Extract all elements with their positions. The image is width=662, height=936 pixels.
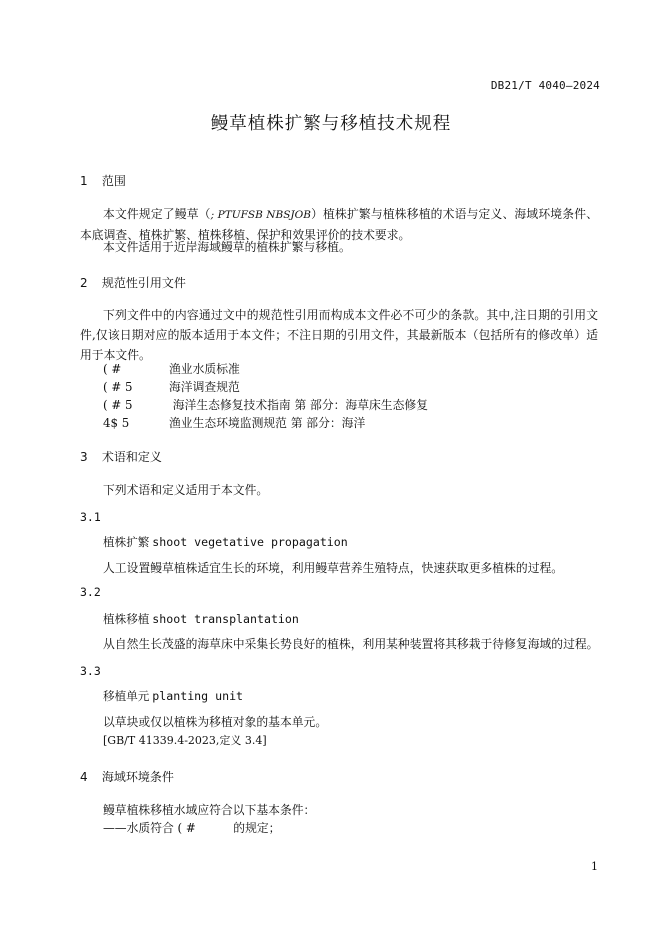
reference-code: ( # 5 bbox=[103, 380, 133, 394]
section-3-heading bbox=[80, 448, 162, 465]
reference-code: ( # 5 bbox=[103, 398, 133, 412]
reference-item bbox=[103, 413, 365, 433]
text-fragment: ）植株扩繁与植株移植的术语与定义、海域环境条件、本底调查、植株扩繁、植株移植、保护和效果评价的技术要求。 bbox=[80, 207, 598, 242]
term-definition: 以草块或仅以植株为移植对象的基本单元。 bbox=[103, 715, 328, 729]
term-clause-number: 3.1 bbox=[80, 510, 101, 524]
reference-item bbox=[103, 377, 240, 397]
condition-item bbox=[103, 818, 280, 838]
term-english: planting unit bbox=[152, 689, 244, 703]
text-fragment: 的规定； bbox=[233, 821, 281, 835]
section-1-heading bbox=[80, 172, 126, 189]
section-1-paragraph-2: 本文件适用于近岸海域鳗草的植株扩繁与移植。 bbox=[103, 240, 351, 254]
section-3-intro: 下列术语和定义适用于本文件。 bbox=[103, 483, 269, 497]
reference-title: 渔业生态环境监测规范 第 部分：海洋 bbox=[169, 416, 366, 430]
reference-title: 海洋生态修复技术指南 第 部分：海草床生态修复 bbox=[169, 398, 428, 412]
term-entry bbox=[103, 534, 348, 550]
section-2-heading bbox=[80, 274, 186, 291]
term-clause-number: 3.3 bbox=[80, 664, 101, 678]
section-title: 术语和定义 bbox=[101, 450, 162, 464]
section-number: 2 bbox=[80, 276, 88, 290]
standard-number: DB21/T 4040—2024 bbox=[490, 79, 600, 92]
document-title: 鳗草植株扩繁与移植技术规程 bbox=[210, 114, 452, 134]
text-fragment: 本文件规定了鳗草（ bbox=[103, 207, 211, 221]
term-chinese: 植株移植 bbox=[103, 612, 150, 626]
term-source: [GB/T 41339.4-2023,定义 3.4] bbox=[103, 734, 267, 747]
section-title: 海域环境条件 bbox=[101, 770, 174, 784]
section-number: 4 bbox=[80, 770, 88, 784]
page-number: 1 bbox=[591, 860, 598, 873]
term-clause-number: 3.2 bbox=[80, 585, 101, 599]
text-fragment: ——水质符合 ( # bbox=[103, 821, 196, 835]
term-english: shoot vegetative propagation bbox=[152, 535, 348, 549]
reference-item bbox=[103, 395, 428, 415]
section-number: 3 bbox=[80, 450, 88, 464]
term-definition: 人工设置鳗草植株适宜生长的环境，利用鳗草营养生殖特点，快速获取更多植株的过程。 bbox=[103, 561, 564, 575]
section-title: 规范性引用文件 bbox=[101, 276, 186, 290]
section-number: 1 bbox=[80, 174, 88, 188]
term-chinese: 移植单元 bbox=[103, 689, 150, 703]
latin-name: ; PTUFSB NBSJOB bbox=[210, 209, 311, 221]
reference-item bbox=[103, 359, 240, 379]
reference-code: 4$ 5 bbox=[103, 416, 130, 430]
term-definition: 从自然生长茂盛的海草床中采集长势良好的植株，利用某种装置将其移栽于待修复海域的过程。 bbox=[103, 637, 599, 651]
term-chinese: 植株扩繁 bbox=[103, 535, 150, 549]
section-4-intro: 鳗草植株移植水域应符合以下基本条件： bbox=[103, 803, 316, 817]
term-english: shoot transplantation bbox=[152, 612, 299, 626]
section-2-paragraph-1: 下列文件中的内容通过文中的规范性引用而构成本文件必不可少的条款。其中,注日期的引用文件,仅该日期对应的版本适用于本文件；不注日期的引用文件，其最新版本（包括所有的修改单）适用于本文件。 bbox=[80, 308, 598, 362]
reference-title: 海洋调查规范 bbox=[169, 380, 240, 394]
reference-code: ( # bbox=[103, 362, 122, 376]
section-4-heading bbox=[80, 768, 174, 785]
term-entry bbox=[103, 611, 299, 627]
section-title: 范围 bbox=[101, 174, 126, 188]
reference-title: 渔业水质标准 bbox=[169, 362, 240, 376]
term-entry bbox=[103, 688, 243, 704]
